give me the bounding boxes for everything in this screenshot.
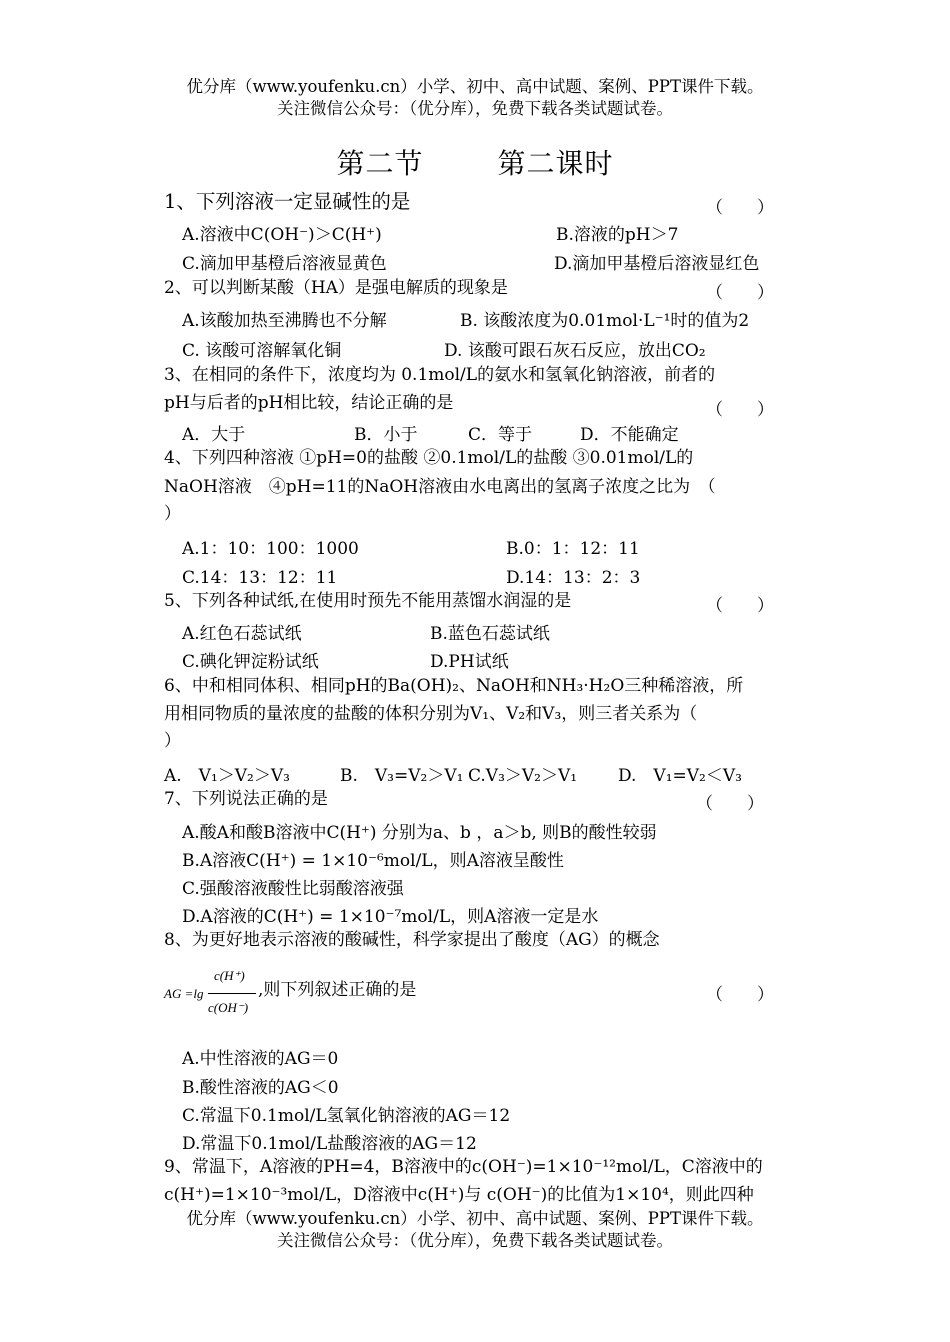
q7-answer-paren: （ ） [696,794,764,814]
footer-banner-line2: 关注微信公众号：（优分库），免费下载各类试题试卷。 [277,1231,673,1250]
q8-option-c: C.常温下0.1mol/L氢氧化钠溶液的AG＝12 [182,1106,511,1126]
q2-option-a: A.该酸加热至沸腾也不分解 [182,311,387,331]
q7-option-a: A.酸A和酸B溶液中C(H⁺) 分别为a、b ，a＞b, 则B的酸性较弱 [182,823,657,843]
q2-option-b: B. 该酸浓度为0.01mol·L⁻¹时的值为2 [460,311,750,331]
q5-option-a: A.红色石蕊试纸 [182,624,302,644]
q3-option-a: A．大于 [182,425,246,445]
page-title [0,142,950,182]
q6-stem-line2: 用相同物质的量浓度的盐酸的体积分别为V₁、V₂和V₃，则三者关系为（ [164,704,698,724]
q1-option-a: A.溶液中C(OH⁻)＞C(H⁺) [182,225,382,245]
q7-option-d: D.A溶液的C(H⁺) = 1×10⁻⁷mol/L，则A溶液一定是水 [182,907,599,927]
q7-stem: 7、下列说法正确的是 [164,789,328,809]
q2-answer-paren: （ ） [706,283,774,303]
q5-option-b: B.蓝色石蕊试纸 [430,624,550,644]
q6-option-a: A. V₁＞V₂＞V₃ [164,766,290,786]
q3-answer-paren: （ ） [706,400,774,420]
q5-option-c: C.碘化钾淀粉试纸 [182,652,319,672]
q4-stem-line3: ） [164,504,181,524]
q3-option-b: B．小于 [354,425,418,445]
q4-stem-line1: 4、下列四种溶液 ①pH=0的盐酸 ②0.1mol/L的盐酸 ③0.01mol/L的 [164,448,694,468]
q4-option-a: A.1：10：100：1000 [182,539,359,559]
q7-option-c: C.强酸溶液酸性比弱酸溶液强 [182,879,404,899]
q6-stem-line1: 6、中和相同体积、相同pH的Ba(OH)₂、NaOH和NH₃·H₂O三种稀溶液，所 [164,676,744,696]
q1-option-b: B.溶液的pH＞7 [556,225,679,245]
header-banner-line1: 优分库（www.youfenku.cn）小学、初中、高中试题、案例、PPT课件下载。 [186,77,764,96]
ag-formula [164,964,264,1024]
ag-formula-fraction-bar [208,993,256,994]
q1-answer-paren: （ ） [706,198,774,218]
q4-option-c: C.14：13：12：11 [182,568,338,588]
q8-answer-paren: （ ） [706,985,774,1005]
q5-option-d: D.PH试纸 [430,652,509,672]
q1-stem: 1、下列溶液一定显碱性的是 [164,190,411,213]
q6-option-c: C.V₃＞V₂＞V₁ [468,766,578,786]
ag-formula-numerator: c(H⁺) [214,968,245,983]
q4-option-b: B.0：1：12：11 [506,539,640,559]
q8-option-b: B.酸性溶液的AG＜0 [182,1078,339,1098]
q8-option-a: A.中性溶液的AG＝0 [182,1049,339,1069]
q8-stem-continuation: ,则下列叙述正确的是 [258,980,417,1000]
footer-banner [0,1208,950,1252]
q2-option-c: C. 该酸可溶解氧化铜 [182,341,342,361]
q5-stem: 5、下列各种试纸,在使用时预先不能用蒸馏水润湿的是 [164,591,572,611]
q3-stem-line1: 3、在相同的条件下，浓度均为 0.1mol/L的氨水和氢氧化钠溶液，前者的 [164,365,716,385]
q1-option-d: D.滴加甲基橙后溶液显红色 [554,254,760,274]
q3-option-c: C．等于 [468,425,533,445]
title-section: 第二节 [336,147,424,180]
q6-option-b: B. V₃=V₂＞V₁ [340,766,464,786]
q3-stem-line2: pH与后者的pH相比较，结论正确的是 [164,393,454,413]
q4-stem-line2: NaOH溶液 ④pH=11的NaOH溶液由水电离出的氢离子浓度之比为 （ [164,477,716,497]
q8-stem: 8、为更好地表示溶液的酸碱性，科学家提出了酸度（AG）的概念 [164,930,660,950]
header-banner-line2: 关注微信公众号：（优分库），免费下载各类试题试卷。 [277,99,673,118]
q6-stem-line3: ） [164,731,181,751]
footer-banner-line1: 优分库（www.youfenku.cn）小学、初中、高中试题、案例、PPT课件下载。 [186,1209,764,1228]
header-banner [0,76,950,120]
q9-stem-line2: c(H⁺)=1×10⁻³mol/L，D溶液中c(H⁺)与 c(OH⁻)的比值为1×10⁴，则此四种 [164,1185,754,1205]
ag-formula-denominator: c(OH⁻) [208,1000,249,1015]
ag-formula-lhs: AG =lg [164,986,204,1001]
q9-stem-line1: 9、常温下，A溶液的PH=4，B溶液中的c(OH⁻)=1×10⁻¹²mol/L，C溶液中的 [164,1157,763,1177]
q3-option-d: D．不能确定 [580,425,679,445]
title-lesson: 第二课时 [497,147,614,180]
q7-option-b: B.A溶液C(H⁺) = 1×10⁻⁶mol/L，则A溶液呈酸性 [182,851,564,871]
q6-option-d: D. V₁=V₂＜V₃ [618,766,742,786]
q5-answer-paren: （ ） [706,596,774,616]
q1-option-c: C.滴加甲基橙后溶液显黄色 [182,254,387,274]
q2-option-d: D. 该酸可跟石灰石反应，放出CO₂ [444,341,706,361]
q4-option-d: D.14：13：2：3 [506,568,641,588]
q2-stem: 2、可以判断某酸（HA）是强电解质的现象是 [164,278,508,298]
q8-option-d: D.常温下0.1mol/L盐酸溶液的AG＝12 [182,1134,477,1154]
